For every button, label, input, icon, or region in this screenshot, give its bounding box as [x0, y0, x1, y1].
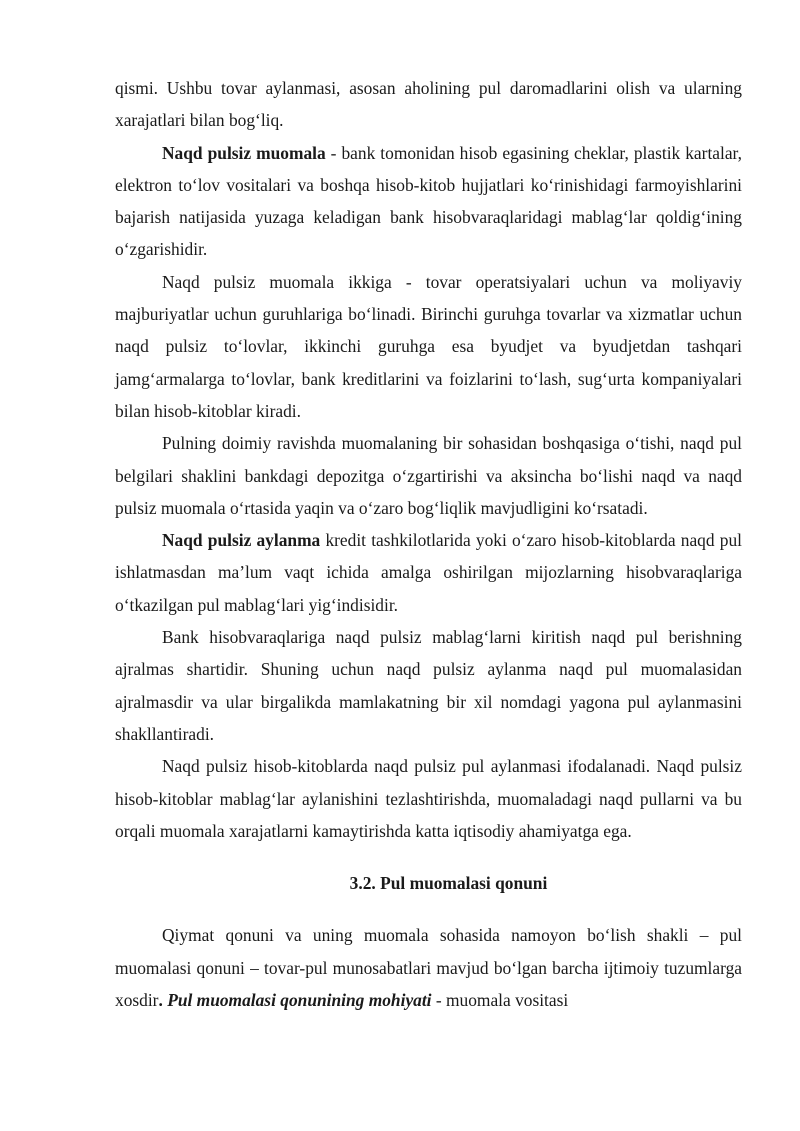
term-law-essence: Pul muomalasi qonunining mohiyati [162, 990, 432, 1011]
paragraph-cashless-circulation-definition: Naqd pulsiz muomala - bank tomonidan hisob egasining cheklar, plastik kartalar, elektron to‘lov vositalari va boshqa hisob-kitob hujjatlari ko‘rinishidagi farmoyishlarini bajarish natijasida yuzaga keladigan bank hisobvaraqlaridagi mablag‘lar qoldig‘ining o‘zgarishidir. [115, 142, 742, 260]
term-cashless-circulation: Naqd pulsiz muomala [162, 142, 326, 163]
paragraph-money-transition: Pulning doimiy ravishda muomalaning bir sohasidan boshqasiga o‘tishi, naqd pul belgilari shaklini bankdagi depozitga o‘zgartirishi va aksincha bo‘lishi naqd va naqd pulsiz muomala o‘rtasida yaqin va o‘zaro bog‘liqlik mavjudligini ko‘rsatadi. [115, 433, 742, 518]
term-cashless-turnover: Naqd pulsiz aylanma [162, 530, 321, 551]
section-heading: 3.2. Pul muomalasi qonuni [349, 873, 548, 894]
paragraph-cashless-turnover-definition: Naqd pulsiz aylanma kredit tashkilotlarida yoki o‘zaro hisob-kitoblarda naqd pul ishlatmasdan ma’lum vaqt ichida amalga oshirilgan mijozlarning hisobvaraqlariga o‘tkazilgan pul mablag‘lari yig‘indisidir. [115, 530, 742, 615]
paragraph-cashless-groups: Naqd pulsiz muomala ikkiga - tovar operatsiyalari uchun va moliyaviy majburiyatlar uchun guruhlariga bo‘linadi. Birinchi guruhga tovarlar va xizmatlar uchun naqd pulsiz to‘lovlar, ikkinchi guruhga esa byudjet va byudjetdan tashqari jamg‘armalarga to‘lovlar, bank kreditlarini va foizlarini to‘lash, sug‘urta kompaniyalari bilan hisob-kitoblar kiradi. [115, 271, 742, 421]
paragraph-continuation: qismi. Ushbu tovar aylanmasi, asosan aholining pul daromadlarini olish va ularning xarajatlari bilan bog‘liq. [115, 78, 742, 131]
paragraph-cashless-settlements: Naqd pulsiz hisob-kitoblarda naqd pulsiz pul aylanmasi ifodalanadi. Naqd pulsiz hisob-kitoblar mablag‘lar aylanishini tezlashtirishda, muomaladagi naqd pullarni va bu orqali muomala xarajatlarni kamaytirishda katta iqtisodiy ahamiyatga ega. [115, 756, 742, 841]
paragraph-bank-accounts: Bank hisobvaraqlariga naqd pulsiz mablag‘larni kiritish naqd pul berishning ajralmas shartidir. Shuning uchun naqd pulsiz aylanma naqd pul muomalasidan ajralmasdir va ular birgalikda mamlakatning bir xil nomdagi yagona pul aylanmasini shakllantiradi. [115, 627, 742, 744]
paragraph-law-of-money-circulation: Qiymat qonuni va uning muomala sohasida namoyon bo‘lish shakli – pul muomalasi qonuni – tovar-pul munosabatlari mavjud bo‘lgan barcha ijtimoiy tuzumlarga xosdir. Pul muomalasi qonunining mohiyati - muomala vositasi [115, 925, 742, 1011]
